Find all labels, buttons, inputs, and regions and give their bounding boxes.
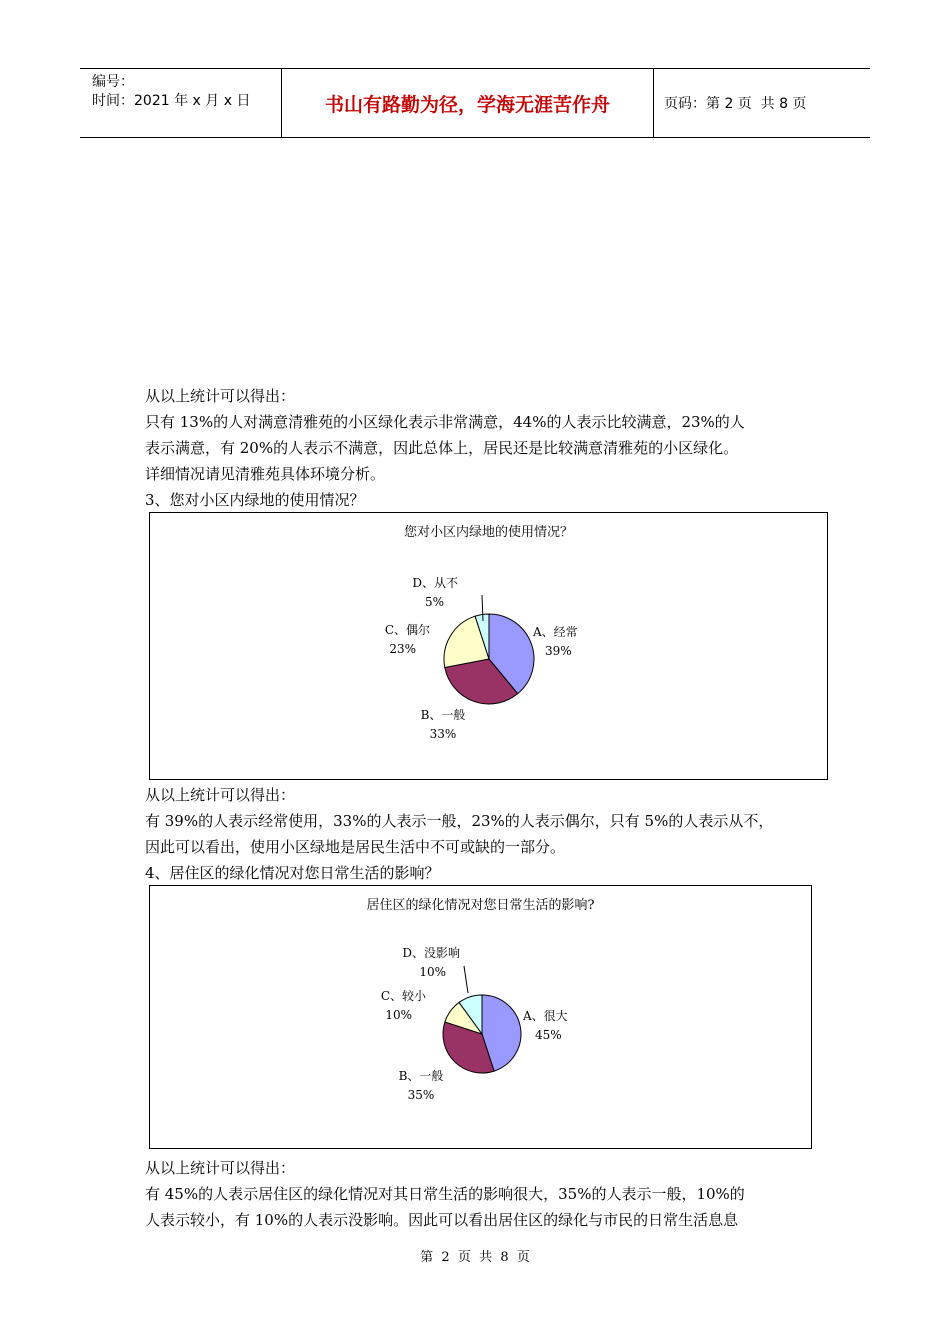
slice-name-label: C、偶尔 [384, 623, 430, 637]
pie-chart-impact [149, 885, 812, 1149]
header-motto: 书山有路勤为径，学海无涯苦作舟 [282, 69, 654, 137]
section-2-text [145, 782, 825, 886]
pie-chart-usage [149, 512, 828, 780]
header-page-text: 页码：第 2 页 共 8 页 [664, 96, 807, 112]
paragraph-line: 因此可以看出，使用小区绿地是居民生活中不可或缺的一部分。 [145, 838, 566, 856]
slice-value-label: 5% [424, 595, 444, 609]
slice-value-label: 39% [545, 644, 572, 658]
slice-value-label: 10% [385, 1008, 412, 1022]
paragraph-line: 从以上统计可以得出： [145, 786, 296, 804]
document-number: 编号： [92, 74, 134, 90]
slice-name-label: B、一般 [398, 1069, 444, 1083]
chart-title: 您对小区内绿地的使用情况？ [403, 525, 573, 540]
question-heading: 3、您对小区内绿地的使用情况？ [145, 491, 365, 509]
slice-name-label: B、一般 [420, 708, 466, 722]
paragraph-line: 详细情况请见清雅苑具体环境分析。 [145, 465, 386, 483]
slice-name-label: D、从不 [412, 576, 458, 590]
paragraph-line: 有 39%的人表示经常使用，33%的人表示一般，23%的人表示偶尔，只有 5%的人表示从不， [145, 812, 774, 830]
pie-chart-usage-svg [150, 513, 829, 781]
section-1-text [145, 383, 825, 513]
question-heading: 4、居住区的绿化情况对您日常生活的影响？ [145, 864, 440, 882]
paragraph-line: 从以上统计可以得出： [145, 1159, 296, 1177]
slice-value-label: 10% [419, 965, 446, 979]
slice-name-label: A、很大 [523, 1009, 568, 1023]
document-date: 时间：2021 年 x 月 x 日 [92, 93, 251, 109]
page-header [80, 68, 870, 138]
chart-title: 居住区的绿化情况对您日常生活的影响? [366, 898, 595, 913]
slice-value-label: 23% [389, 642, 416, 656]
slice-value-label: 35% [407, 1088, 435, 1102]
paragraph-line: 从以上统计可以得出： [145, 387, 296, 405]
paragraph-line: 有 45%的人表示居住区的绿化情况对其日常生活的影响很大，35%的人表示一般，10%的 [145, 1185, 745, 1203]
pie-chart-impact-svg [150, 886, 813, 1150]
leader-line [464, 966, 468, 993]
paragraph-line: 表示满意，有 20%的人表示不满意，因此总体上，居民还是比较满意清雅苑的小区绿化。 [145, 439, 739, 457]
slice-name-label: A、经常 [533, 625, 578, 639]
paragraph-line: 人表示较小，有 10%的人表示没影响。因此可以看出居住区的绿化与市民的日常生活息息 [145, 1211, 739, 1229]
slice-value-label: 45% [535, 1028, 562, 1042]
header-page-info [654, 69, 870, 137]
section-3-text [145, 1155, 825, 1233]
paragraph-line: 只有 13%的人对满意清雅苑的小区绿化表示非常满意，44%的人表示比较满意，23%的人 [145, 413, 745, 431]
slice-value-label: 33% [429, 727, 457, 741]
page-footer: 第 2 页 共 8 页 [420, 1250, 530, 1265]
slice-name-label: D、没影响 [402, 946, 460, 960]
slice-name-label: C、较小 [380, 989, 426, 1003]
header-meta [80, 69, 282, 137]
